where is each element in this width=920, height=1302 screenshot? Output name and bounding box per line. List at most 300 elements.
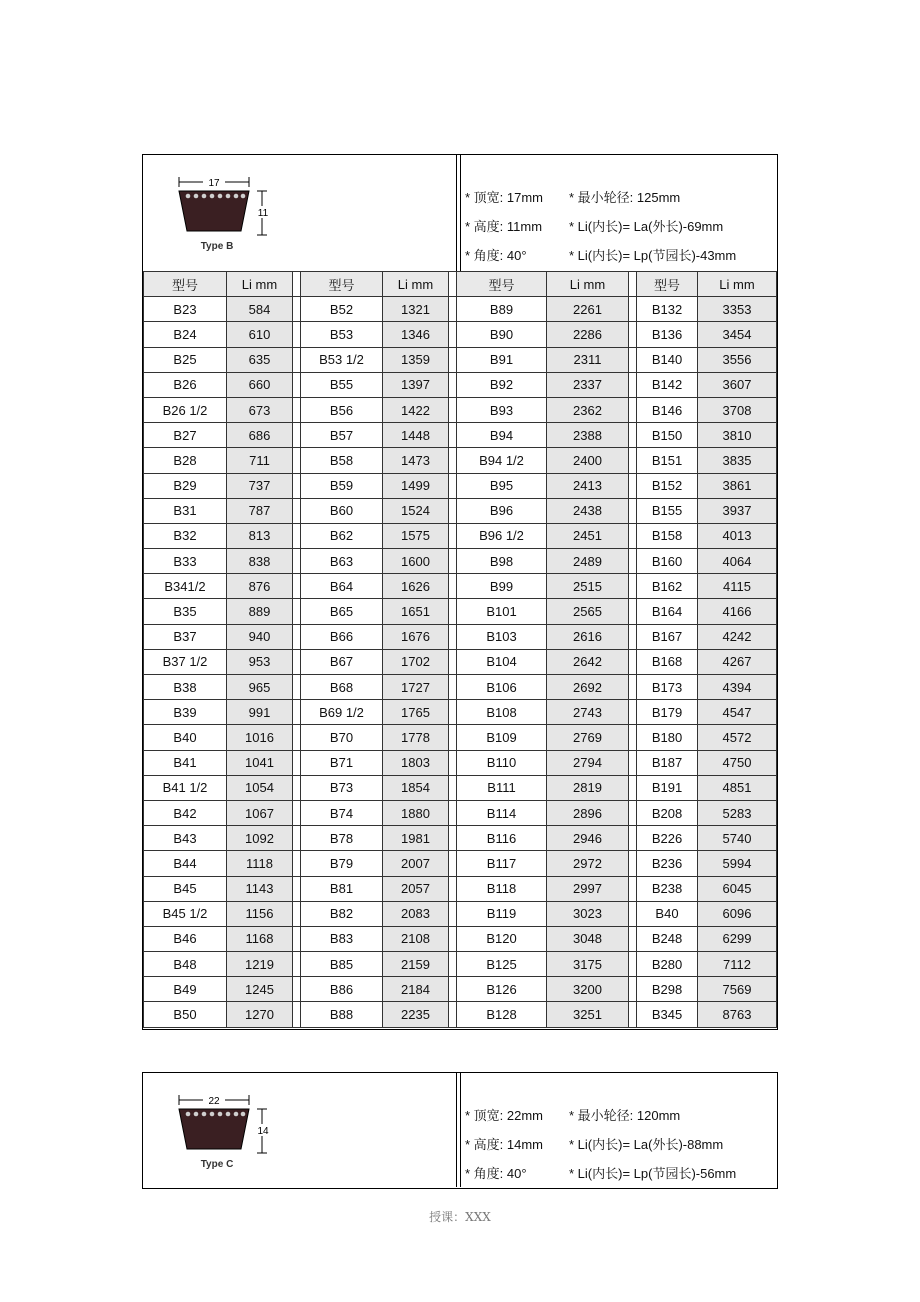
- belt-length-cell: 3835: [698, 448, 777, 473]
- belt-length-cell: 4267: [698, 649, 777, 674]
- belt-length-cell: 2819: [547, 775, 629, 800]
- belt-length-cell: 4572: [698, 725, 777, 750]
- belt-length-cell: 2769: [547, 725, 629, 750]
- belt-model-cell: B73: [301, 775, 383, 800]
- belt-length-cell: 3454: [698, 322, 777, 347]
- type-c-width-label: 22: [208, 1096, 220, 1107]
- table-row: [144, 851, 777, 876]
- belt-length-cell: 1219: [227, 952, 293, 977]
- column-gap: [629, 549, 637, 574]
- column-gap: [629, 800, 637, 825]
- belt-model-cell: B96 1/2: [457, 523, 547, 548]
- column-gap: [293, 800, 301, 825]
- belt-model-cell: B57: [301, 423, 383, 448]
- table-row: [144, 423, 777, 448]
- spec-row: [465, 183, 775, 212]
- belt-model-cell: B108: [457, 700, 547, 725]
- belt-model-cell: B167: [637, 624, 698, 649]
- column-gap: [449, 549, 457, 574]
- belt-model-cell: B236: [637, 851, 698, 876]
- column-gap: [629, 498, 637, 523]
- belt-length-cell: 1651: [383, 599, 449, 624]
- column-gap: [629, 725, 637, 750]
- belt-model-cell: B128: [457, 1002, 547, 1027]
- belt-model-cell: B191: [637, 775, 698, 800]
- belt-length-cell: 3023: [547, 901, 629, 926]
- table-row: [144, 876, 777, 901]
- type-b-height-label: 11: [257, 208, 269, 219]
- column-header: Li mm: [227, 272, 293, 297]
- column-gap: [449, 599, 457, 624]
- column-gap: [449, 926, 457, 951]
- belt-length-cell: 2413: [547, 473, 629, 498]
- belt-model-cell: B158: [637, 523, 698, 548]
- belt-length-cell: 6096: [698, 901, 777, 926]
- column-gap: [293, 876, 301, 901]
- belt-model-cell: B52: [301, 297, 383, 322]
- column-gap: [293, 297, 301, 322]
- belt-length-cell: 1575: [383, 523, 449, 548]
- belt-length-cell: 1041: [227, 750, 293, 775]
- belt-model-cell: B60: [301, 498, 383, 523]
- column-gap: [293, 624, 301, 649]
- column-gap: [293, 473, 301, 498]
- belt-length-cell: 3556: [698, 347, 777, 372]
- table-row: [144, 725, 777, 750]
- belt-length-cell: 2642: [547, 649, 629, 674]
- column-gap: [629, 347, 637, 372]
- spec-text: * Li(内长)= Lp(节园长)-56mm: [569, 1166, 737, 1181]
- column-gap: [449, 851, 457, 876]
- column-gap: [293, 977, 301, 1002]
- table-row: [144, 372, 777, 397]
- belt-length-cell: 686: [227, 423, 293, 448]
- column-gap: [629, 372, 637, 397]
- belt-model-cell: B43: [144, 826, 227, 851]
- column-gap: [449, 347, 457, 372]
- column-gap: [449, 498, 457, 523]
- belt-model-cell: B62: [301, 523, 383, 548]
- column-gap: [629, 901, 637, 926]
- table-row: [144, 800, 777, 825]
- belt-length-cell: 4851: [698, 775, 777, 800]
- table-row: [144, 397, 777, 422]
- type-b-header: [143, 155, 777, 272]
- belt-length-cell: 1359: [383, 347, 449, 372]
- belt-length-cell: 635: [227, 347, 293, 372]
- belt-length-cell: 4242: [698, 624, 777, 649]
- belt-model-cell: B103: [457, 624, 547, 649]
- column-gap: [293, 549, 301, 574]
- belt-model-cell: B89: [457, 297, 547, 322]
- column-header: Li mm: [547, 272, 629, 297]
- column-gap: [629, 775, 637, 800]
- belt-model-cell: B110: [457, 750, 547, 775]
- column-gap: [629, 826, 637, 851]
- column-gap: [629, 599, 637, 624]
- table-row: [144, 675, 777, 700]
- belt-profile-b-diagram: [171, 173, 281, 257]
- belt-length-cell: 5994: [698, 851, 777, 876]
- belt-model-cell: B42: [144, 800, 227, 825]
- belt-length-cell: 3175: [547, 952, 629, 977]
- spec-text: * 高度: 14mm: [465, 1137, 544, 1152]
- belt-length-cell: 2311: [547, 347, 629, 372]
- belt-length-cell: 673: [227, 397, 293, 422]
- column-gap: [449, 952, 457, 977]
- table-row: [144, 297, 777, 322]
- column-gap: [629, 322, 637, 347]
- belt-length-cell: 1092: [227, 826, 293, 851]
- column-gap: [449, 649, 457, 674]
- belt-model-cell: B85: [301, 952, 383, 977]
- spec-row: [465, 212, 775, 241]
- belt-model-cell: B168: [637, 649, 698, 674]
- belt-length-cell: 1016: [227, 725, 293, 750]
- column-gap: [629, 473, 637, 498]
- belt-length-cell: 813: [227, 523, 293, 548]
- belt-model-cell: B93: [457, 397, 547, 422]
- belt-length-cell: 8763: [698, 1002, 777, 1027]
- column-gap: [293, 851, 301, 876]
- belt-length-cell: 737: [227, 473, 293, 498]
- table-row: [144, 523, 777, 548]
- belt-model-cell: B114: [457, 800, 547, 825]
- belt-length-cell: 1448: [383, 423, 449, 448]
- belt-length-cell: 1245: [227, 977, 293, 1002]
- column-gap: [293, 397, 301, 422]
- belt-model-cell: B64: [301, 574, 383, 599]
- belt-model-cell: B91: [457, 347, 547, 372]
- belt-length-cell: 1054: [227, 775, 293, 800]
- belt-length-cell: 4064: [698, 549, 777, 574]
- type-b-width-label: 17: [208, 178, 220, 189]
- column-gap: [629, 750, 637, 775]
- table-row: [144, 750, 777, 775]
- belt-model-cell: B341/2: [144, 574, 227, 599]
- belt-model-cell: B53: [301, 322, 383, 347]
- belt-length-cell: 2565: [547, 599, 629, 624]
- column-gap: [293, 423, 301, 448]
- belt-length-cell: 1765: [383, 700, 449, 725]
- belt-length-cell: 2108: [383, 926, 449, 951]
- column-gap: [629, 977, 637, 1002]
- belt-length-cell: 584: [227, 297, 293, 322]
- column-gap: [449, 775, 457, 800]
- belt-model-cell: B38: [144, 675, 227, 700]
- belt-model-cell: B345: [637, 1002, 698, 1027]
- table-row: [144, 448, 777, 473]
- column-gap: [293, 523, 301, 548]
- belt-length-cell: 2692: [547, 675, 629, 700]
- belt-model-cell: B39: [144, 700, 227, 725]
- belt-length-cell: 991: [227, 700, 293, 725]
- belt-model-cell: B50: [144, 1002, 227, 1027]
- belt-model-cell: B151: [637, 448, 698, 473]
- belt-model-cell: B55: [301, 372, 383, 397]
- belt-length-cell: 2451: [547, 523, 629, 548]
- belt-length-cell: 6299: [698, 926, 777, 951]
- belt-model-cell: B49: [144, 977, 227, 1002]
- belt-model-cell: B26 1/2: [144, 397, 227, 422]
- belt-length-cell: 3353: [698, 297, 777, 322]
- header-divider: [460, 1073, 461, 1187]
- belt-length-cell: 4394: [698, 675, 777, 700]
- belt-model-cell: B45: [144, 876, 227, 901]
- belt-length-cell: 4166: [698, 599, 777, 624]
- belt-length-cell: 2337: [547, 372, 629, 397]
- column-gap: [629, 851, 637, 876]
- belt-length-cell: 1118: [227, 851, 293, 876]
- belt-length-cell: 5740: [698, 826, 777, 851]
- belt-length-cell: 965: [227, 675, 293, 700]
- belt-length-cell: 1778: [383, 725, 449, 750]
- belt-model-cell: B119: [457, 901, 547, 926]
- belt-length-cell: 1524: [383, 498, 449, 523]
- spec-row: [465, 1159, 775, 1188]
- type-c-section: [142, 1072, 778, 1189]
- belt-length-cell: 711: [227, 448, 293, 473]
- belt-length-cell: 2438: [547, 498, 629, 523]
- column-gap: [629, 448, 637, 473]
- belt-length-cell: 3251: [547, 1002, 629, 1027]
- belt-model-cell: B31: [144, 498, 227, 523]
- belt-model-cell: B26: [144, 372, 227, 397]
- belt-length-cell: 2083: [383, 901, 449, 926]
- spec-row: [465, 1130, 775, 1159]
- column-gap: [449, 397, 457, 422]
- belt-length-cell: 3810: [698, 423, 777, 448]
- belt-length-cell: 1397: [383, 372, 449, 397]
- belt-length-cell: 2184: [383, 977, 449, 1002]
- spec-row: [465, 1101, 775, 1130]
- column-gap: [449, 423, 457, 448]
- column-gap: [449, 750, 457, 775]
- belt-length-cell: 2616: [547, 624, 629, 649]
- spec-text: * Li(内长)= La(外长)-69mm: [569, 219, 724, 234]
- belt-length-cell: 2515: [547, 574, 629, 599]
- belt-model-cell: B226: [637, 826, 698, 851]
- column-gap: [629, 624, 637, 649]
- column-gap: [449, 876, 457, 901]
- column-gap: [449, 574, 457, 599]
- column-gap: [293, 700, 301, 725]
- belt-model-cell: B140: [637, 347, 698, 372]
- table-row: [144, 599, 777, 624]
- spec-text: * Li(内长)= Lp(节园长)-43mm: [569, 248, 737, 263]
- belt-model-cell: B27: [144, 423, 227, 448]
- column-gap: [629, 423, 637, 448]
- column-gap: [629, 926, 637, 951]
- belt-length-cell: 876: [227, 574, 293, 599]
- belt-model-cell: B70: [301, 725, 383, 750]
- belt-length-cell: 660: [227, 372, 293, 397]
- column-gap: [629, 649, 637, 674]
- belt-model-cell: B146: [637, 397, 698, 422]
- belt-model-cell: B66: [301, 624, 383, 649]
- belt-model-cell: B155: [637, 498, 698, 523]
- spec-text: * 顶宽: 17mm: [465, 190, 544, 205]
- belt-length-cell: 1143: [227, 876, 293, 901]
- column-gap: [449, 725, 457, 750]
- column-gap: [629, 397, 637, 422]
- column-gap: [449, 272, 457, 297]
- belt-model-cell: B132: [637, 297, 698, 322]
- belt-length-cell: 2794: [547, 750, 629, 775]
- column-gap: [629, 952, 637, 977]
- column-gap: [293, 901, 301, 926]
- column-gap: [293, 272, 301, 297]
- belt-model-cell: B35: [144, 599, 227, 624]
- belt-model-cell: B152: [637, 473, 698, 498]
- belt-length-cell: 1067: [227, 800, 293, 825]
- belt-model-cell: B120: [457, 926, 547, 951]
- column-gap: [293, 649, 301, 674]
- belt-model-cell: B248: [637, 926, 698, 951]
- column-gap: [293, 1002, 301, 1027]
- belt-model-cell: B28: [144, 448, 227, 473]
- belt-model-cell: B162: [637, 574, 698, 599]
- column-gap: [293, 675, 301, 700]
- column-gap: [293, 347, 301, 372]
- table-row: [144, 1002, 777, 1027]
- spec-text: * 最小轮径: 120mm: [569, 1108, 681, 1123]
- table-row: [144, 826, 777, 851]
- belt-length-cell: 1168: [227, 926, 293, 951]
- column-gap: [629, 272, 637, 297]
- column-header: 型号: [457, 272, 547, 297]
- type-b-type-label: Type B: [200, 241, 234, 252]
- belt-length-cell: 4547: [698, 700, 777, 725]
- column-gap: [293, 322, 301, 347]
- belt-model-cell: B104: [457, 649, 547, 674]
- belt-model-cell: B24: [144, 322, 227, 347]
- belt-model-cell: B74: [301, 800, 383, 825]
- column-header: 型号: [637, 272, 698, 297]
- column-gap: [293, 574, 301, 599]
- belt-model-cell: B142: [637, 372, 698, 397]
- belt-model-cell: B82: [301, 901, 383, 926]
- belt-length-cell: 7112: [698, 952, 777, 977]
- belt-length-cell: 2896: [547, 800, 629, 825]
- belt-length-cell: 3607: [698, 372, 777, 397]
- belt-model-cell: B58: [301, 448, 383, 473]
- belt-model-cell: B37: [144, 624, 227, 649]
- belt-model-cell: B48: [144, 952, 227, 977]
- belt-length-cell: 4013: [698, 523, 777, 548]
- belt-length-cell: 2235: [383, 1002, 449, 1027]
- belt-model-cell: B101: [457, 599, 547, 624]
- belt-length-cell: 2946: [547, 826, 629, 851]
- column-header: 型号: [301, 272, 383, 297]
- belt-model-cell: B125: [457, 952, 547, 977]
- column-gap: [629, 675, 637, 700]
- header-divider: [456, 1073, 457, 1187]
- belt-model-cell: B111: [457, 775, 547, 800]
- spec-row: [465, 241, 775, 270]
- table-row: [144, 473, 777, 498]
- column-gap: [293, 372, 301, 397]
- belt-length-cell: 953: [227, 649, 293, 674]
- belt-model-cell: B41 1/2: [144, 775, 227, 800]
- table-row: [144, 624, 777, 649]
- belt-model-cell: B37 1/2: [144, 649, 227, 674]
- belt-length-cell: 4750: [698, 750, 777, 775]
- belt-model-cell: B67: [301, 649, 383, 674]
- column-gap: [449, 700, 457, 725]
- belt-length-cell: 1422: [383, 397, 449, 422]
- column-gap: [449, 675, 457, 700]
- belt-length-cell: 1981: [383, 826, 449, 851]
- belt-length-cell: 5283: [698, 800, 777, 825]
- header-divider: [456, 155, 457, 271]
- belt-model-cell: B63: [301, 549, 383, 574]
- column-gap: [449, 473, 457, 498]
- table-row: [144, 549, 777, 574]
- belt-model-cell: B173: [637, 675, 698, 700]
- column-gap: [449, 448, 457, 473]
- belt-model-cell: B86: [301, 977, 383, 1002]
- belt-model-cell: B179: [637, 700, 698, 725]
- belt-length-cell: 940: [227, 624, 293, 649]
- table-row: [144, 649, 777, 674]
- table-row: [144, 901, 777, 926]
- belt-model-cell: B40: [637, 901, 698, 926]
- belt-length-cell: 2400: [547, 448, 629, 473]
- belt-model-cell: B109: [457, 725, 547, 750]
- belt-length-cell: 3861: [698, 473, 777, 498]
- belt-model-cell: B164: [637, 599, 698, 624]
- belt-length-cell: 1854: [383, 775, 449, 800]
- belt-model-cell: B40: [144, 725, 227, 750]
- belt-length-cell: 1499: [383, 473, 449, 498]
- belt-model-cell: B180: [637, 725, 698, 750]
- belt-length-cell: 838: [227, 549, 293, 574]
- header-divider: [460, 155, 461, 271]
- column-gap: [449, 624, 457, 649]
- belt-model-cell: B83: [301, 926, 383, 951]
- belt-length-cell: 3200: [547, 977, 629, 1002]
- belt-model-cell: B41: [144, 750, 227, 775]
- belt-model-cell: B126: [457, 977, 547, 1002]
- spec-text: * Li(内长)= La(外长)-88mm: [569, 1137, 724, 1152]
- belt-length-cell: 3937: [698, 498, 777, 523]
- belt-length-cell: 1600: [383, 549, 449, 574]
- belt-length-cell: 2286: [547, 322, 629, 347]
- belt-length-cell: 7569: [698, 977, 777, 1002]
- belt-length-cell: 1727: [383, 675, 449, 700]
- column-header: 型号: [144, 272, 227, 297]
- table-header-row: [144, 272, 777, 297]
- belt-length-cell: 2489: [547, 549, 629, 574]
- column-gap: [629, 574, 637, 599]
- column-gap: [293, 926, 301, 951]
- belt-model-cell: B23: [144, 297, 227, 322]
- table-row: [144, 322, 777, 347]
- belt-model-cell: B88: [301, 1002, 383, 1027]
- belt-length-cell: 1473: [383, 448, 449, 473]
- column-gap: [449, 322, 457, 347]
- belt-model-cell: B238: [637, 876, 698, 901]
- belt-model-cell: B65: [301, 599, 383, 624]
- belt-model-cell: B81: [301, 876, 383, 901]
- type-b-section: [142, 154, 778, 1030]
- belt-model-cell: B106: [457, 675, 547, 700]
- page-footer: 授课：XXX: [429, 1210, 491, 1224]
- belt-length-cell: 889: [227, 599, 293, 624]
- table-row: [144, 347, 777, 372]
- column-gap: [293, 725, 301, 750]
